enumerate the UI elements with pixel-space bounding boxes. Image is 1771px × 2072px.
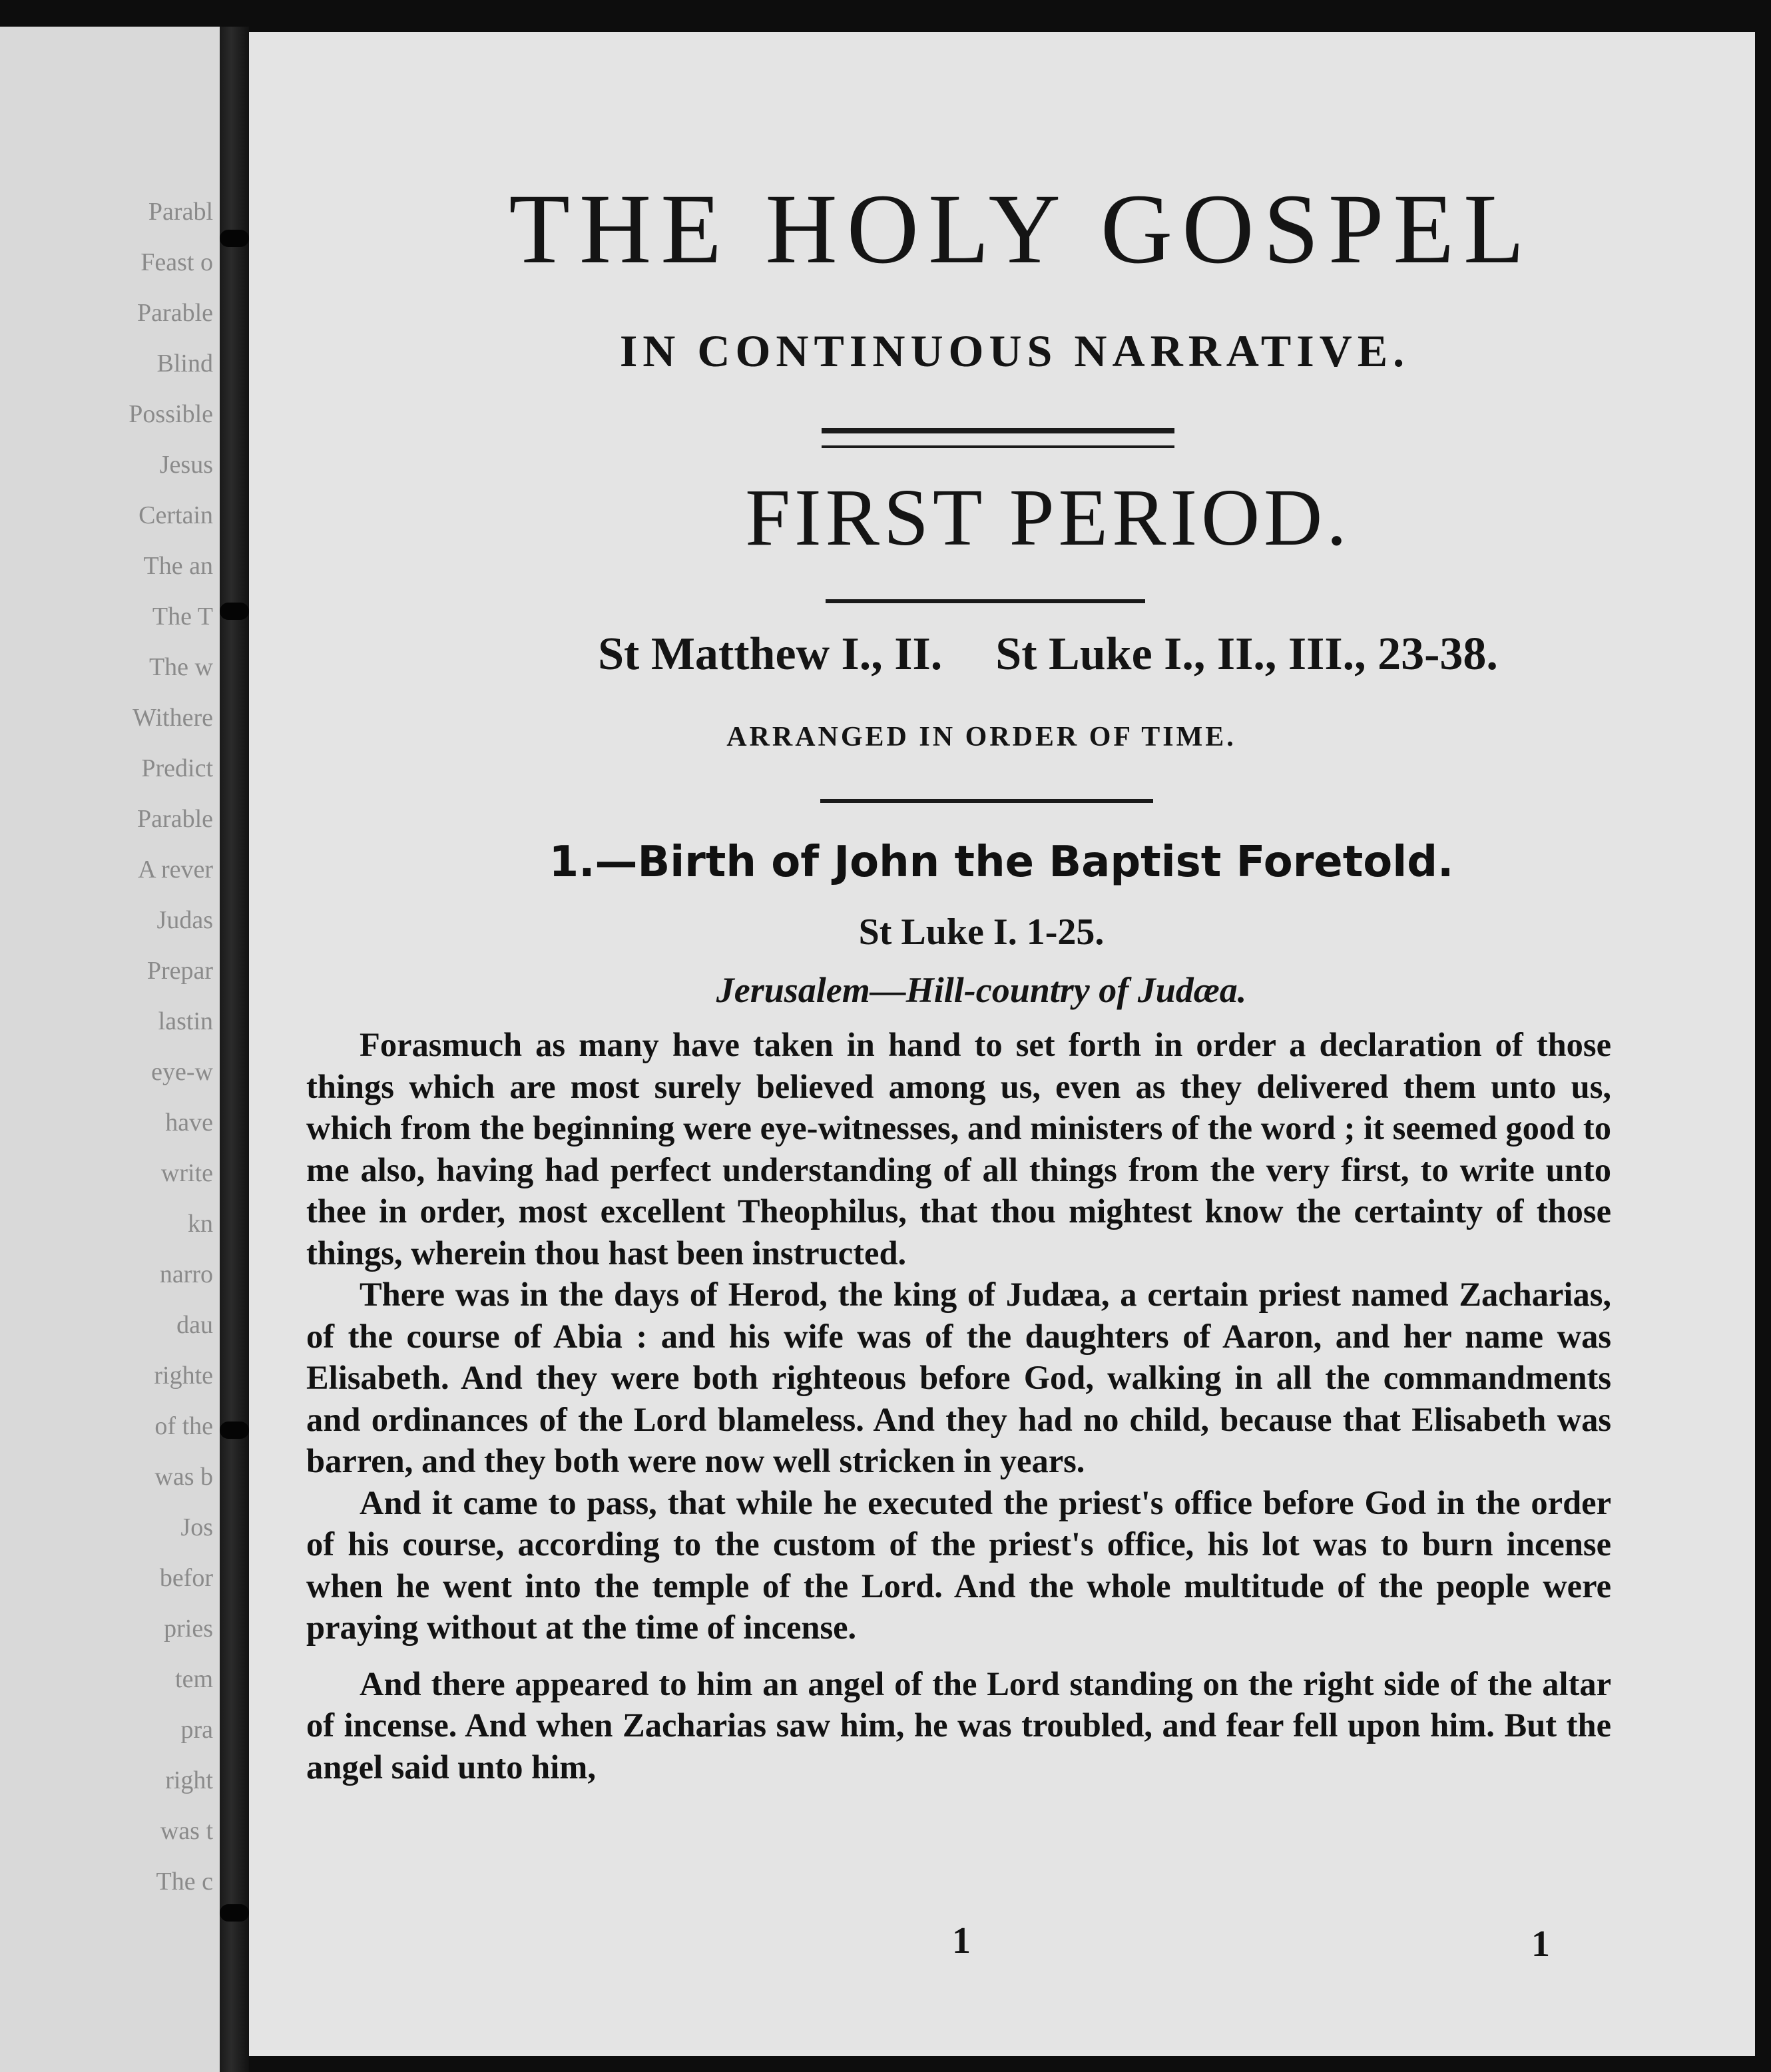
previous-page-line: Jos xyxy=(180,1513,213,1541)
previous-page-line: eye-w xyxy=(151,1058,213,1086)
previous-page-line: kn xyxy=(188,1210,213,1238)
book-binding xyxy=(220,27,249,2072)
previous-page-line: Possible xyxy=(128,400,213,428)
previous-page-line: lastin xyxy=(158,1007,213,1035)
previous-page-line: Predict xyxy=(141,754,213,782)
period-heading: FIRST PERIOD. xyxy=(745,473,1351,563)
previous-page-line: dau xyxy=(176,1311,213,1339)
previous-page-line: of the xyxy=(154,1412,213,1440)
previous-page-text xyxy=(0,186,220,1907)
page-number-right: 1 xyxy=(1531,1924,1550,1965)
previous-page-line: narro xyxy=(159,1260,213,1288)
previous-page-line: have xyxy=(165,1109,213,1137)
previous-page xyxy=(0,27,220,2072)
previous-page-line: Jesus xyxy=(159,451,213,479)
previous-page-line: The T xyxy=(152,603,213,631)
previous-page-line: Parabl xyxy=(148,198,213,226)
page-subtitle: IN CONTINUOUS NARRATIVE. xyxy=(619,326,1410,376)
previous-page-line: The an xyxy=(143,552,213,580)
body-text xyxy=(306,1024,1611,1788)
previous-page-line: pries xyxy=(164,1615,213,1643)
previous-page-line: Blind xyxy=(156,350,213,378)
previous-page-line: was t xyxy=(160,1817,213,1845)
previous-page-line: The w xyxy=(148,653,213,681)
previous-page-line: Parable xyxy=(137,299,213,327)
binding-stitch xyxy=(220,230,249,247)
previous-page-line: A rever xyxy=(138,856,213,884)
previous-page-line: right xyxy=(165,1766,213,1794)
previous-page-line: righte xyxy=(154,1362,213,1390)
previous-page-line: Certain xyxy=(138,501,213,529)
previous-page-line: The c xyxy=(156,1868,213,1896)
previous-page-line: write xyxy=(160,1159,213,1187)
page-content xyxy=(249,32,1755,2056)
binding-stitch xyxy=(220,603,249,620)
arranged-note: ARRANGED IN ORDER OF TIME. xyxy=(726,722,1236,752)
section-title: 1.—Birth of John the Baptist Foretold. xyxy=(549,838,1454,887)
previous-page-line: befor xyxy=(159,1564,213,1592)
scripture-references xyxy=(409,628,1687,681)
previous-page-line: Withere xyxy=(132,704,213,732)
page-number-center: 1 xyxy=(952,1920,971,1961)
previous-page-line: Feast o xyxy=(140,248,213,276)
page-title: THE HOLY GOSPEL xyxy=(509,174,1534,284)
paragraph: And it came to pass, that while he executed the priest's office before God in the order of his course, according to the custom of the priest's office, his lot was to burn incense when he went into the temple of the Lord. And the whole multitude of the people were praying without at the time of incense. xyxy=(306,1483,1611,1646)
binding-stitch xyxy=(220,1422,249,1439)
section-reference: St Luke I. 1-25. xyxy=(858,911,1105,953)
rule-divider xyxy=(826,599,1145,603)
paragraph: There was in the days of Herod, the king of Judæa, a certain priest named Zacharias, of the course of Abia : and his wife was of the daughters of Aaron, and her name was Elisabeth. And they were both righteous before God, walking in all the commandments and ordinances of the Lord blameless. And they had no child, because that Elisabeth was barren, and they both were now well stricken in years. xyxy=(306,1276,1611,1479)
double-rule-divider xyxy=(822,428,1174,448)
previous-page-line: was b xyxy=(154,1463,213,1491)
paragraph: And there appeared to him an angel of the Lord standing on the right side of the altar of incense. And when Zacharias saw him, he was troubled, and fear fell upon him. But the angel said unto him, xyxy=(306,1665,1611,1786)
paragraph: Forasmuch as many have taken in hand to set forth in order a declaration of those things which are most surely believed among us, even as they delivered them unto us, which from the beginning were eye-witnesses, and ministers of the word ; it seemed good to me also, having had perfect understanding of all things from the very first, to write unto thee in order, most excellent Theophilus, that thou mightest know the certainty of those things, wherein thou hast been instructed. xyxy=(306,1026,1611,1272)
rule-divider xyxy=(820,799,1153,803)
binding-stitch xyxy=(220,1904,249,1922)
previous-page-line: Judas xyxy=(156,906,213,934)
matthew-reference: St Matthew I., II. xyxy=(598,629,943,680)
book-page xyxy=(249,32,1755,2056)
previous-page-line: tem xyxy=(175,1665,213,1693)
previous-page-line: Parable xyxy=(137,805,213,833)
section-place: Jerusalem—Hill-country of Judæa. xyxy=(716,970,1247,1010)
previous-page-line: Prepar xyxy=(146,957,213,985)
page-edge-shadow xyxy=(1755,27,1771,2072)
previous-page-line: pra xyxy=(180,1716,213,1744)
luke-reference: St Luke I., II., III., 23-38. xyxy=(995,629,1498,680)
